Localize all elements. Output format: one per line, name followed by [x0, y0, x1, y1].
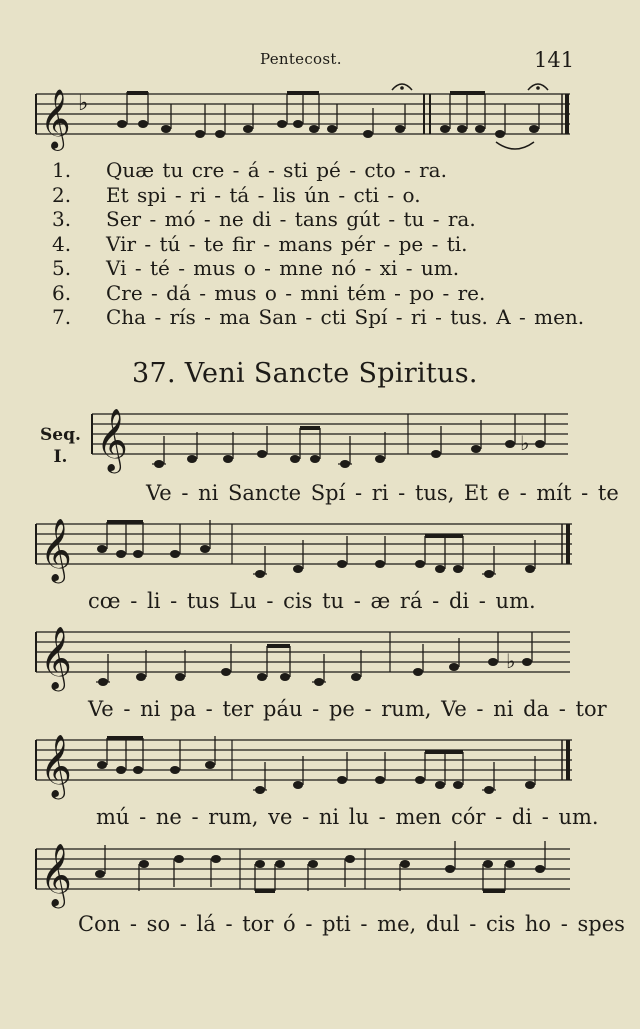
verse-row: [52, 158, 584, 183]
verse-row: [52, 281, 584, 306]
lyric-line-4: mú - ne - rum, ve - ni lu - men cór - di - um.: [96, 805, 599, 829]
note-icon: [293, 120, 303, 128]
note-icon: [243, 125, 253, 133]
note-icon: [529, 125, 539, 133]
verse-text: Ser - mó - ne di - tans gút - tu - ra.: [106, 207, 476, 231]
treble-clef-icon: 𝄞: [40, 626, 72, 689]
page-number: 141: [534, 48, 575, 72]
running-header-title: Pentecost.: [260, 50, 342, 68]
music-staff-6: [0, 835, 640, 955]
verse-text: Et spi - ri - tá - lis ún - cti - o.: [106, 182, 421, 207]
verse-number: 2.: [52, 182, 72, 207]
verse-row: [52, 305, 584, 330]
note-icon: [117, 120, 127, 128]
note-icon: [195, 130, 205, 138]
staff-3-notation: [0, 510, 640, 600]
verse-number: 5.: [52, 256, 72, 280]
note-icon: [457, 125, 467, 133]
treble-clef-icon: 𝄞: [40, 734, 72, 797]
verse-text: Vir - tú - te fir - mans pér - pe - ti.: [106, 231, 468, 256]
verse-text: Vi - té - mus o - mne nó - xi - um.: [106, 256, 460, 280]
note-icon: [215, 130, 225, 138]
verse-number: 3.: [52, 207, 72, 231]
treble-clef-icon: 𝄞: [96, 408, 128, 471]
staff-2-notation: [0, 400, 640, 490]
note-icon: [277, 120, 287, 128]
flat-sign-icon: ♭: [78, 91, 89, 116]
verse-text: Cha - rís - ma San - cti Spí - ri - tus. A - men.: [106, 305, 585, 329]
verse-row: [52, 207, 584, 232]
staff-1-notation: [0, 80, 640, 170]
staff-5-notation: [0, 726, 640, 816]
note-icon: [138, 120, 148, 128]
note-icon: [440, 125, 450, 133]
verse-number: 7.: [52, 305, 72, 329]
treble-clef-icon: 𝄞: [40, 843, 72, 906]
sequence-label-text: Seq.: [40, 425, 81, 445]
lyric-line-2: cœ - li - tus Lu - cis tu - æ rá - di - um.: [88, 589, 536, 613]
flat-sign-icon: ♭: [520, 431, 530, 455]
lyric-line-5: Con - so - lá - tor ó - pti - me, dul - cis ho - spes: [78, 912, 625, 936]
sequence-number: I.: [53, 447, 68, 467]
note-icon: [363, 130, 373, 138]
note-icon: [475, 125, 485, 133]
note-icon: [395, 125, 405, 133]
verse-number: 6.: [52, 280, 72, 305]
slur-mark: [496, 142, 534, 149]
note-icon: [309, 125, 319, 133]
verse-text: Quæ tu cre - á - sti pé - cto - ra.: [106, 158, 447, 182]
hymn-title: 37. Veni Sancte Spiritus.: [132, 358, 478, 389]
verse-row: [52, 232, 584, 257]
note-icon: [161, 125, 171, 133]
verse-number: 4.: [52, 231, 72, 256]
flat-sign-icon: ♭: [506, 649, 516, 673]
notes-group-1: [117, 120, 539, 138]
verse-row: [52, 183, 584, 208]
verse-number: 1.: [52, 158, 72, 182]
verse-row: [52, 256, 584, 281]
treble-clef-icon: 𝄞: [40, 518, 72, 581]
verse-list: [52, 158, 584, 330]
treble-clef-icon: 𝄞: [40, 89, 71, 149]
lyric-line-3: Ve - ni pa - ter páu - pe - rum, Ve - ni da - tor: [88, 697, 607, 721]
note-icon: [495, 130, 505, 138]
verse-text: Cre - dá - mus o - mni tém - po - re.: [106, 280, 486, 305]
lyric-line-1: Ve - ni Sancte Spí - ri - tus, Et e - mít - te: [146, 481, 619, 505]
note-icon: [327, 125, 337, 133]
staff-4-notation: [0, 618, 640, 708]
